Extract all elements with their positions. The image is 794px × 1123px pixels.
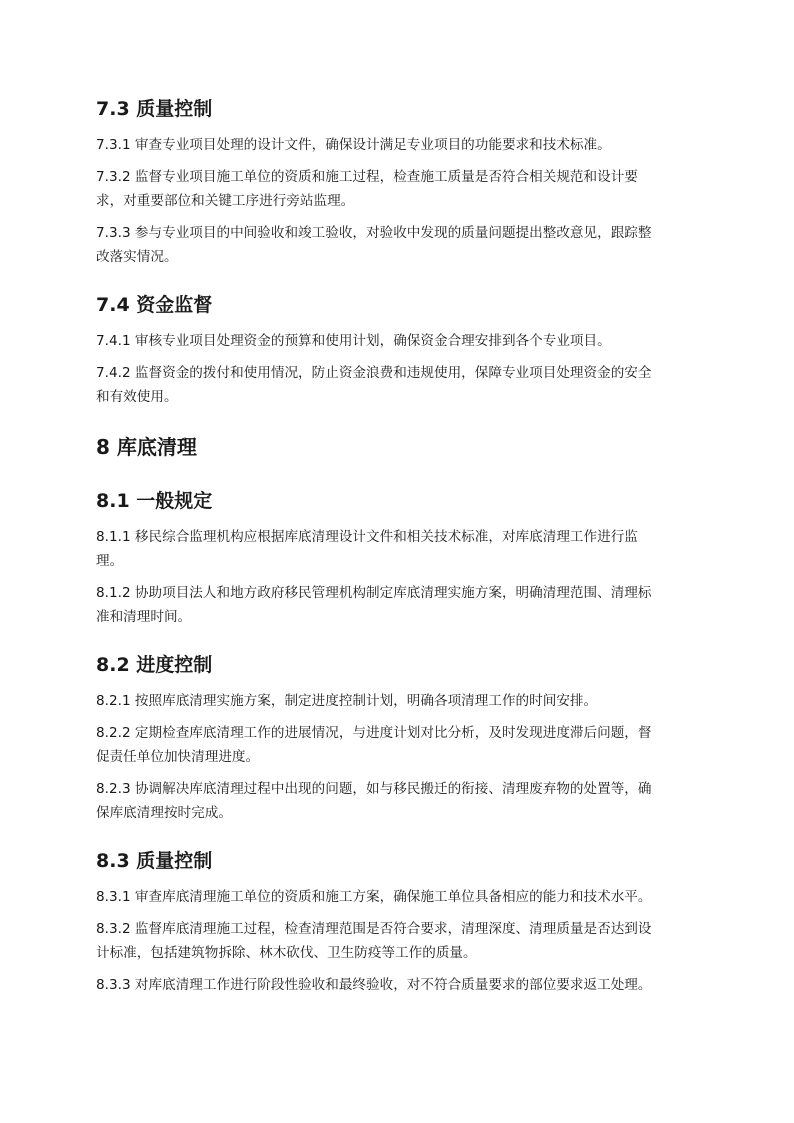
paragraph-line: 7.3.1 审查专业项目处理的设计文件，确保设计满足专业项目的功能要求和技术标准。 <box>96 137 611 153</box>
paragraph-8-1-2 <box>96 581 700 629</box>
paragraph-8-3-2 <box>96 917 700 965</box>
paragraph-line: 保库底清理按时完成。 <box>96 805 232 821</box>
section-heading-7-3: 7.3 质量控制 <box>96 98 213 120</box>
paragraph-8-2-2 <box>96 721 700 769</box>
paragraph-line: 8.3.1 审查库底清理施工单位的资质和施工方案，确保施工单位具备相应的能力和技术水平。 <box>96 889 652 905</box>
section-heading-8-1: 8.1 一般规定 <box>96 490 213 512</box>
paragraph-line: 求，对重要部位和关键工序进行旁站监理。 <box>96 193 355 209</box>
paragraph-7-3-1 <box>96 133 700 157</box>
paragraph-line: 8.2.3 协调解决库底清理过程中出现的问题，如与移民搬迁的衔接、清理废弃物的处置等，确 <box>96 781 652 797</box>
paragraph-line: 7.4.1 审核专业项目处理资金的预算和使用计划，确保资金合理安排到各个专业项目。 <box>96 333 611 349</box>
paragraph-line: 8.1.1 移民综合监理机构应根据库底清理设计文件和相关技术标准，对库底清理工作进行监 <box>96 529 638 545</box>
paragraph-7-3-2 <box>96 165 700 213</box>
section-heading-7-4: 7.4 资金监督 <box>96 294 213 316</box>
paragraph-line: 7.3.2 监督专业项目施工单位的资质和施工过程，检查施工质量是否符合相关规范和设计要 <box>96 169 638 185</box>
paragraph-7-4-1 <box>96 329 700 353</box>
paragraph-line: 改落实情况。 <box>96 249 178 265</box>
paragraph-8-3-1 <box>96 885 700 909</box>
paragraph-8-1-1 <box>96 525 700 573</box>
paragraph-7-4-2 <box>96 361 700 409</box>
paragraph-7-3-3 <box>96 221 700 269</box>
paragraph-line: 8.3.3 对库底清理工作进行阶段性验收和最终验收，对不符合质量要求的部位要求返工处理。 <box>96 977 652 993</box>
paragraph-line: 8.3.2 监督库底清理施工过程，检查清理范围是否符合要求，清理深度、清理质量是否达到设 <box>96 921 652 937</box>
paragraph-line: 准和清理时间。 <box>96 609 192 625</box>
paragraph-line: 7.4.2 监督资金的拨付和使用情况，防止资金浪费和违规使用，保障专业项目处理资金的安全 <box>96 365 652 381</box>
paragraph-8-3-3 <box>96 973 700 997</box>
paragraph-line: 促责任单位加快清理进度。 <box>96 749 260 765</box>
paragraph-8-2-3 <box>96 777 700 825</box>
paragraph-line: 8.1.2 协助项目法人和地方政府移民管理机构制定库底清理实施方案，明确清理范围、清理标 <box>96 585 652 601</box>
paragraph-line: 和有效使用。 <box>96 389 178 405</box>
paragraph-line: 理。 <box>96 553 124 569</box>
section-heading-8-3: 8.3 质量控制 <box>96 850 213 872</box>
paragraph-line: 计标准，包括建筑物拆除、林木砍伐、卫生防疫等工作的质量。 <box>96 945 477 961</box>
paragraph-8-2-1 <box>96 689 700 713</box>
paragraph-line: 7.3.3 参与专业项目的中间验收和竣工验收，对验收中发现的质量问题提出整改意见，跟踪整 <box>96 225 652 241</box>
paragraph-line: 8.2.2 定期检查库底清理工作的进展情况，与进度计划对比分析，及时发现进度滞后问题，督 <box>96 725 652 741</box>
chapter-heading-8: 8 库底清理 <box>96 435 197 459</box>
paragraph-line: 8.2.1 按照库底清理实施方案，制定进度控制计划，明确各项清理工作的时间安排。 <box>96 693 598 709</box>
section-heading-8-2: 8.2 进度控制 <box>96 654 213 676</box>
